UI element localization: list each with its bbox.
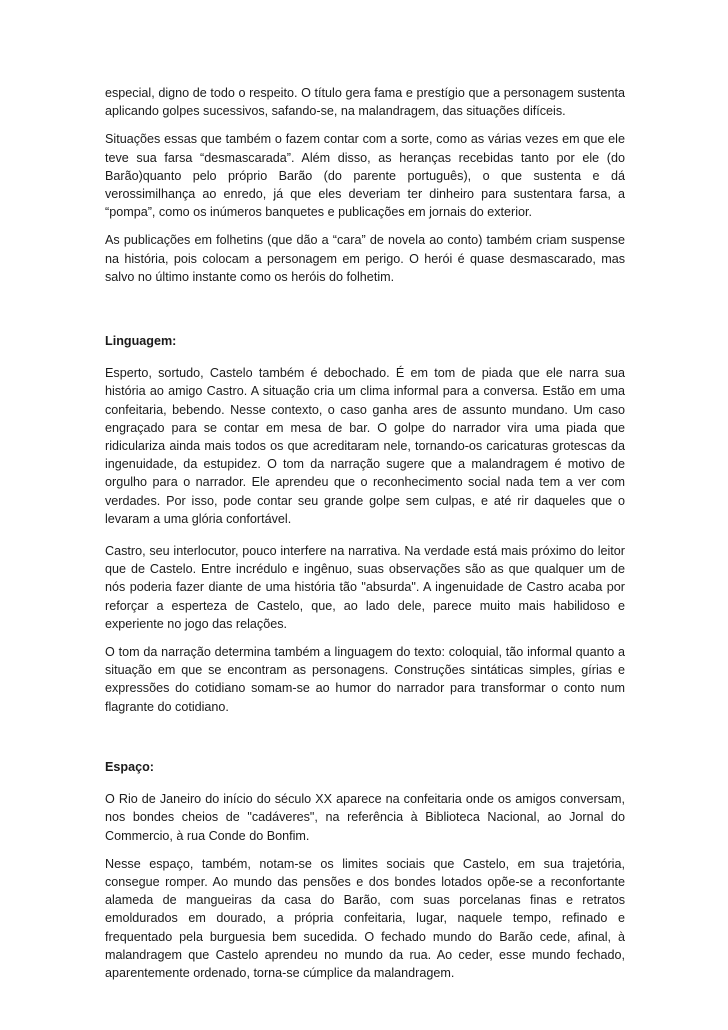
linguagem-paragraph-2: Castro, seu interlocutor, pouco interfere na narrativa. Na verdade está mais próximo do leitor que de Castelo. Entre incrédulo e ingênuo, suas observações são as que qualquer um de nós poderia fazer diante de uma história tão "absurda". A ingenuidade de Castro acaba por reforçar a esperteza de Castelo, que, ao lado dele, parece muito mais habilidoso e experiente no jogo das relações. — [105, 544, 625, 631]
intro-paragraph-2: Situações essas que também o fazem contar com a sorte, como as várias vezes em que ele teve sua farsa “desmascarada”. Além disso, as heranças recebidas tanto por ele (do Barão)quanto pelo próprio Barão (do parente português), o que sustenta e dá verossimilhança ao enredo, já que eles deveriam ter dinheiro para sustentara farsa, a “pompa”, como os inúmeros banquetes e publicações em jornais do exterior. — [105, 132, 625, 220]
linguagem-paragraph-1: Esperto, sortudo, Castelo também é debochado. É em tom de piada que ele narra sua história ao amigo Castro. A situação cria um clima informal para a conversa. Estão em uma confeitaria, bebendo. Nesse contexto, o caso ganha ares de assunto mundano. Um caso engraçado para se contar em mesa de bar. O golpe do narrador vira uma piada que ridiculariza ainda mais todos os que acreditaram nele, tornando-os caricaturas grotescas da ingenuidade, da estupidez. O tom da narração sugere que a malandragem é motivo de orgulho para o narrador. Ele aprendeu que o reconhecimento social nada tem a ver com verdades. Por isso, pode contar seu grande golpe sem culpas, e até rir daqueles que o levaram a uma glória confortável. — [105, 366, 625, 526]
espaco-paragraph-1: O Rio de Janeiro do início do século XX aparece na confeitaria onde os amigos conversam, nos bondes cheios de "cadáveres", na referência à Biblioteca Nacional, ao Jornal do Commercio, à rua Conde do Bonfim. — [105, 792, 625, 843]
linguagem-paragraph-3: O tom da narração determina também a linguagem do texto: coloquial, tão informal quanto a situação em que se encontram as personagens. Construções sintáticas simples, gírias e expressões do cotidiano somam-se ao humor do narrador para transformar o conto num flagrante do cotidiano. — [105, 645, 625, 714]
intro-paragraph-3: As publicações em folhetins (que dão a “cara” de novela ao conto) também criam suspense na história, pois colocam a personagem em perigo. O herói é quase desmascarado, mas salvo no último instante como os heróis do folhetim. — [105, 233, 625, 284]
section-heading-linguagem: Linguagem: — [105, 334, 177, 349]
intro-paragraph-1: especial, digno de todo o respeito. O título gera fama e prestígio que a personagem sustenta aplicando golpes sucessivos, safando-se, na malandragem, das situações difíceis. — [105, 86, 625, 119]
section-spacer — [105, 296, 625, 332]
section-spacer — [105, 726, 625, 758]
espaco-paragraph-2: Nesse espaço, também, notam-se os limites sociais que Castelo, em sua trajetória, consegue romper. Ao mundo das pensões e dos bondes lotados opõe-se a reconfortante alameda de mangueiras da casa do Barão, com suas porcelanas finas e retratos emoldurados em dourado, a própria confeitaria, lugar, naquele tempo, refinado e frequentado pela burguesia bem sucedida. O fechado mundo do Barão cede, afinal, à malandragem que Castelo aprendeu no mundo da rua. Ao ceder, esse mundo fechado, aparentemente ordenado, torna-se cúmplice da malandragem. — [105, 856, 625, 980]
document-page — [105, 84, 625, 992]
section-heading-espaco: Espaço: — [105, 759, 154, 774]
